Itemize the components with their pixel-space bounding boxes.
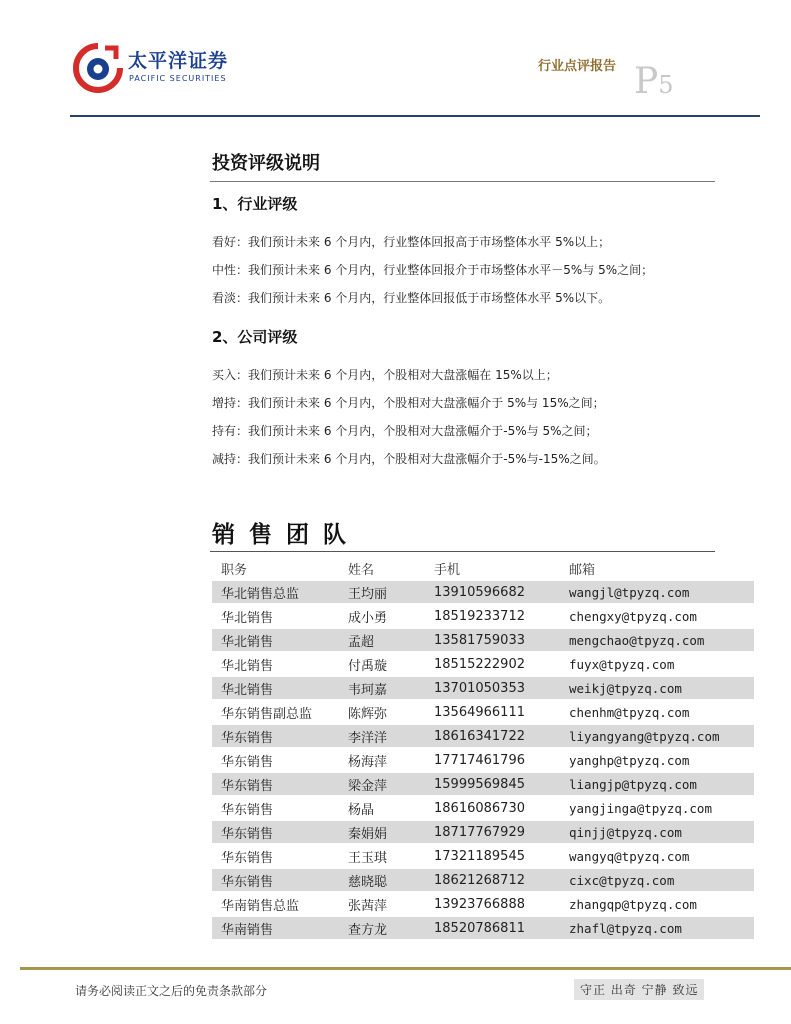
cell-phone: 15999569845	[425, 773, 560, 795]
col-header-title: 职务	[221, 562, 248, 578]
company-rating-heading: 2、公司评级	[212, 328, 298, 346]
cell-title: 华北销售总监	[212, 581, 339, 603]
cell-title: 华东销售	[212, 869, 339, 891]
footer-motto: 守正 出奇 宁静 致远	[574, 979, 704, 1000]
table-row	[212, 773, 754, 795]
cell-phone: 18621268712	[425, 869, 560, 891]
cell-email[interactable]: mengchao@tpyzq.com	[560, 629, 754, 651]
cell-email[interactable]: yangjinga@tpyzq.com	[569, 800, 712, 816]
cell-name: 陈辉弥	[348, 706, 388, 722]
cell-title: 华东销售副总监	[221, 706, 313, 722]
header-divider	[70, 115, 760, 117]
cell-email[interactable]: wangyq@tpyzq.com	[569, 848, 690, 864]
cell-email[interactable]: wangjl@tpyzq.com	[560, 581, 754, 603]
industry-rating-item: 中性：我们预计未来 6 个月内，行业整体回报介于市场整体水平－5%与 5%之间；	[212, 263, 654, 277]
cell-name: 杨晶	[348, 802, 375, 818]
cell-email[interactable]: zhangqp@tpyzq.com	[569, 896, 697, 912]
cell-email[interactable]: yanghp@tpyzq.com	[569, 752, 690, 768]
table-header-row	[212, 557, 754, 579]
cell-title: 华北销售	[212, 629, 339, 651]
rating-section-divider	[210, 181, 715, 182]
cell-phone: 13564966111	[434, 704, 525, 720]
company-logo	[72, 42, 232, 94]
cell-name: 秦娟娟	[339, 821, 425, 843]
cell-phone: 13923766888	[434, 896, 525, 912]
cell-title: 华北销售	[212, 677, 339, 699]
table-row	[212, 629, 754, 651]
cell-email[interactable]: chenhm@tpyzq.com	[569, 704, 690, 720]
cell-name: 张茜萍	[348, 898, 388, 914]
cell-title: 华东销售	[221, 850, 274, 866]
cell-name: 付禹璇	[348, 658, 388, 674]
company-rating-item: 持有：我们预计未来 6 个月内，个股相对大盘涨幅介于-5%与 5%之间；	[212, 424, 598, 438]
table-row	[212, 725, 754, 747]
cell-email[interactable]: qinjj@tpyzq.com	[560, 821, 754, 843]
table-row	[212, 869, 754, 891]
cell-title: 华东销售	[221, 754, 274, 770]
table-row	[212, 653, 754, 675]
footer-divider	[20, 967, 791, 970]
cell-name: 成小勇	[348, 610, 388, 626]
cell-phone: 13701050353	[425, 677, 560, 699]
page-letter: P	[634, 61, 659, 102]
cell-title: 华北销售	[221, 610, 274, 626]
table-row	[212, 701, 754, 723]
logo-text-cn: 太平洋证券	[128, 50, 229, 72]
cell-title: 华北销售	[221, 658, 274, 674]
table-row	[212, 821, 754, 843]
cell-name: 李洋洋	[339, 725, 425, 747]
company-rating-item: 减持：我们预计未来 6 个月内，个股相对大盘涨幅介于-5%与-15%之间。	[212, 452, 606, 466]
company-rating-item: 增持：我们预计未来 6 个月内，个股相对大盘涨幅介于 5%与 15%之间；	[212, 396, 605, 410]
sales-team-title: 销售团队	[212, 522, 360, 548]
cell-name: 王均丽	[339, 581, 425, 603]
cell-title: 华东销售	[212, 821, 339, 843]
cell-email[interactable]: liangjp@tpyzq.com	[560, 773, 754, 795]
table-row	[212, 917, 754, 939]
table-row	[212, 797, 754, 819]
company-rating-item: 买入：我们预计未来 6 个月内，个股相对大盘涨幅在 15%以上；	[212, 368, 558, 382]
cell-name: 孟超	[339, 629, 425, 651]
col-header-email: 邮箱	[569, 562, 596, 578]
cell-email[interactable]: liyangyang@tpyzq.com	[560, 725, 754, 747]
page-digit: 5	[658, 71, 674, 99]
cell-name: 梁金萍	[339, 773, 425, 795]
rating-section-title: 投资评级说明	[212, 153, 320, 174]
cell-phone: 18616341722	[425, 725, 560, 747]
cell-phone: 13910596682	[425, 581, 560, 603]
industry-rating-heading: 1、行业评级	[212, 195, 298, 213]
cell-name: 慈晓聪	[339, 869, 425, 891]
cell-phone: 18616086730	[434, 800, 525, 816]
cell-phone: 18717767929	[425, 821, 560, 843]
cell-email[interactable]: cixc@tpyzq.com	[560, 869, 754, 891]
cell-phone: 13581759033	[425, 629, 560, 651]
table-row	[212, 605, 754, 627]
table-row	[212, 677, 754, 699]
cell-title: 华东销售	[221, 802, 274, 818]
table-row	[212, 845, 754, 867]
cell-email[interactable]: chengxy@tpyzq.com	[569, 608, 697, 624]
table-row	[212, 581, 754, 603]
footer-disclaimer: 请务必阅读正文之后的免责条款部分	[75, 984, 268, 998]
cell-title: 华东销售	[212, 725, 339, 747]
cell-title: 华南销售	[212, 917, 339, 939]
cell-email[interactable]: weikj@tpyzq.com	[560, 677, 754, 699]
cell-name: 查方龙	[339, 917, 425, 939]
cell-name: 杨海萍	[348, 754, 388, 770]
cell-name: 韦珂嘉	[339, 677, 425, 699]
cell-phone: 18519233712	[434, 608, 525, 624]
sales-team-divider	[210, 551, 715, 552]
table-row	[212, 893, 754, 915]
page-number	[634, 61, 674, 103]
cell-name: 王玉琪	[348, 850, 388, 866]
sales-team-table	[212, 555, 754, 941]
cell-email[interactable]: fuyx@tpyzq.com	[569, 656, 675, 672]
col-header-phone: 手机	[434, 562, 461, 578]
cell-phone: 18515222902	[434, 656, 525, 672]
cell-phone: 18520786811	[425, 917, 560, 939]
cell-title: 华东销售	[212, 773, 339, 795]
logo-text-en: PACIFIC SECURITIES	[129, 74, 227, 83]
cell-phone: 17321189545	[434, 848, 525, 864]
col-header-name: 姓名	[348, 562, 375, 578]
cell-phone: 17717461796	[434, 752, 525, 768]
report-type: 行业点评报告	[538, 59, 617, 74]
table-row	[212, 749, 754, 771]
industry-rating-item: 看淡：我们预计未来 6 个月内，行业整体回报低于市场整体水平 5%以下。	[212, 291, 611, 305]
cell-email[interactable]: zhafl@tpyzq.com	[560, 917, 754, 939]
cell-title: 华南销售总监	[221, 898, 300, 914]
logo-mark-icon	[72, 42, 124, 94]
industry-rating-item: 看好：我们预计未来 6 个月内，行业整体回报高于市场整体水平 5%以上；	[212, 235, 611, 249]
